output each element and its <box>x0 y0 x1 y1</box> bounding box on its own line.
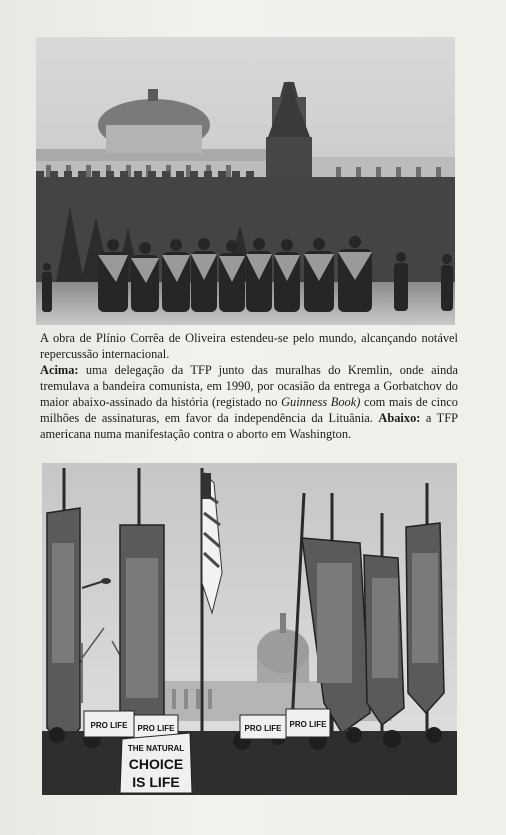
caption-intro: A obra de Plínio Corrêa de Oliveira estendeu-se pelo mundo, alcançando notável repercussão internacional. <box>40 331 458 361</box>
caption-above-text-2: com mais de cinco milhões de assinaturas, em favor da independência da Lituânia. <box>40 395 458 425</box>
caption-below-label: Abaixo: <box>378 411 421 425</box>
sign-pro-life-2: PRO LIFE <box>137 724 175 733</box>
sign-choice-line-2: CHOICE <box>128 756 184 772</box>
sign-choice-line-3: IS LIFE <box>132 774 180 790</box>
photo-washington-demonstration <box>42 463 457 795</box>
kremlin-photo-image <box>36 37 455 325</box>
sign-choice-line-1: THE NATURAL <box>127 744 185 753</box>
sign-pro-life-4: PRO LIFE <box>289 720 327 729</box>
caption-details <box>40 362 458 442</box>
caption-above-label: Acima: <box>40 363 79 377</box>
washington-photo-image <box>42 463 457 795</box>
photo-kremlin-delegation <box>36 37 455 325</box>
sign-pro-life-1: PRO LIFE <box>90 721 128 730</box>
caption-above-text-1: uma delegação da TFP junto das muralhas do Kremlin, onde ainda tremulava a bandeira comunista, em 1990, por ocasião da entrega a Gorbatchov do maior abaixo-assinado da história (registado no <box>40 363 458 409</box>
photo-caption <box>40 330 458 442</box>
caption-below-text: a TFP americana numa manifestação contra o aborto em Washington. <box>40 411 458 441</box>
caption-book-title: Guinness Book) <box>281 395 361 409</box>
sign-pro-life-3: PRO LIFE <box>244 724 282 733</box>
